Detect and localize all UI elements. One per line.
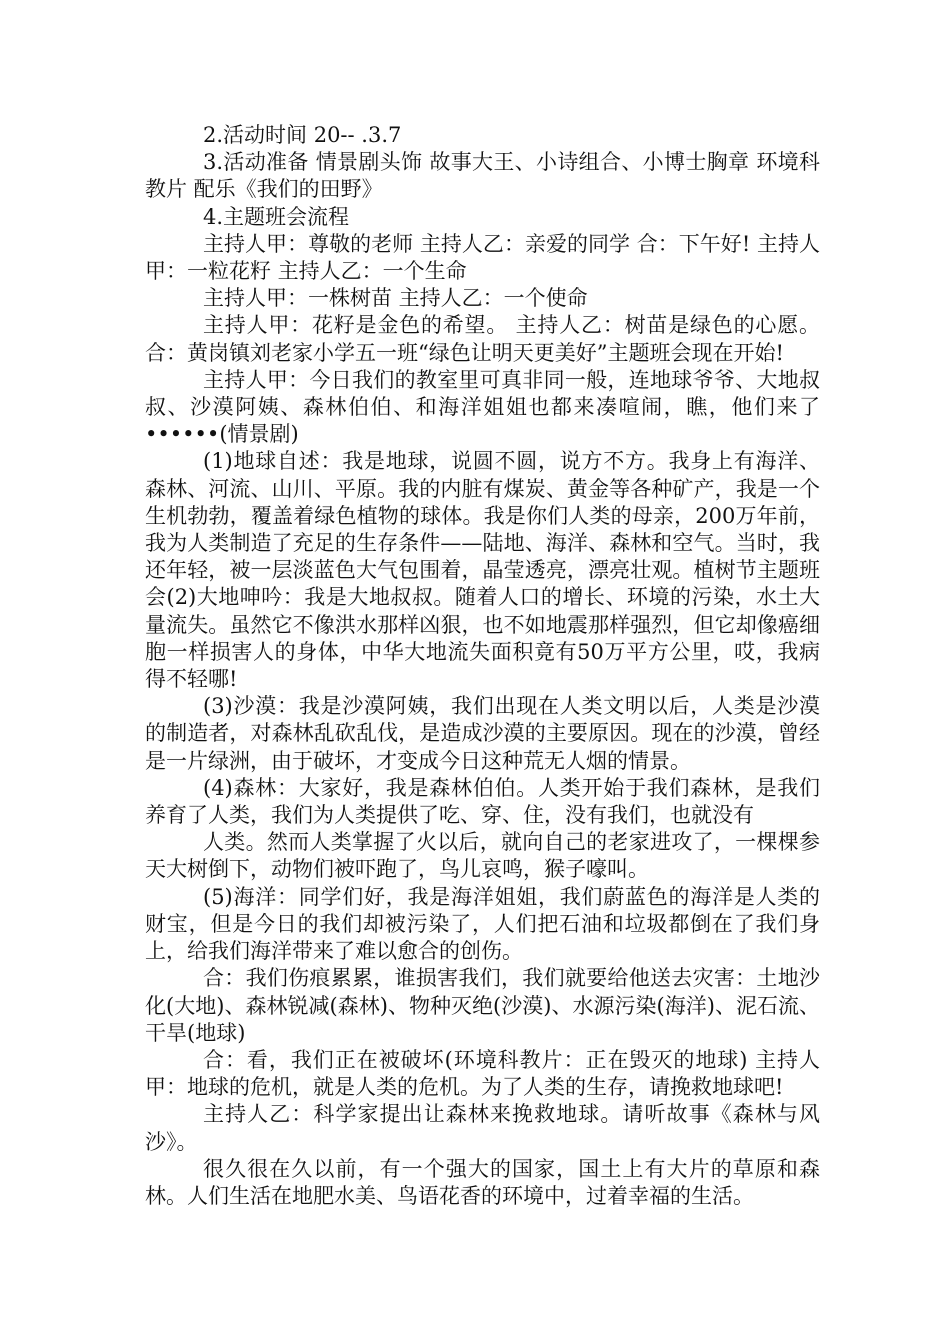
- paragraph-story-intro: 主持人乙：科学家提出让森林来挽救地球。请听故事《森林与风沙》。: [145, 1102, 820, 1154]
- paragraph-desert: (3)沙漠：我是沙漠阿姨，我们出现在人类文明以后，人类是沙漠的制造者，对森林乱砍乱伐，是造成沙漠的主要原因。现在的沙漠，曾经是一片绿洲，由于破坏，才变成今日这种荒无人烟的情景。: [145, 694, 820, 773]
- paragraph-host-intro: 主持人甲：今日我们的教室里可真非同一般，连地球爷爷、大地叔叔、沙漠阿姨、森林伯伯、和海洋姐姐也都来凑喧闹，瞧，他们来了••••••(情景剧): [145, 367, 820, 447]
- paragraph-chorus-look: 合：看，我们正在被破坏(环境科教片：正在毁灭的地球) 主持人甲：地球的危机，就是人类的危机。为了人类的生存，请挽救地球吧!: [145, 1047, 820, 1100]
- paragraph-host-opening: 主持人甲：花籽是金色的希望。 主持人乙：树苗是绿色的心愿。 合：黄岗镇刘老家小学五一班“绿色让明天更美好”主题班会现在开始!: [145, 313, 827, 365]
- paragraph-chorus-harm: 合：我们伤痕累累，谁损害我们，我们就要给他送去灾害：土地沙化(大地)、森林锐减(森林)、物种灭绝(沙漠)、水源污染(海洋)、泥石流、干旱(地球): [145, 966, 820, 1045]
- document-page: [145, 122, 827, 1210]
- paragraph-activity-time: 2.活动时间 20-- .3.7: [203, 123, 402, 147]
- paragraph-story: 很久很在久以前，有一个强大的国家，国土上有大片的草原和森林。人们生活在地肥水美、鸟语花香的环境中，过着幸福的生活。: [145, 1156, 820, 1208]
- paragraph-meeting-flow: 4.主题班会流程: [203, 204, 350, 229]
- paragraph-activity-prep: 3.活动准备 情景剧头饰 故事大王、小诗组合、小博士胸章 环境科教片 配乐《我们的田野》: [145, 150, 820, 202]
- paragraph-earth: (1)地球自述：我是地球，说圆不圆，说方不方。我身上有海洋、森林、河流、山川、平原。我的内脏有煤炭、黄金等各种矿产，我是一个生机勃勃，覆盖着绿色植物的球体。我是你们人类的母亲，200万年前，我为人类制造了充足的生存条件——陆地、海洋、森林和空气。当时，我还年轻，被一层淡蓝色大气包围着，晶莹透亮，漂亮壮观。植树节主题班会(2)大地呻吟：我是大地叔叔。随着人口的增长、环境的污染，水土大量流失。虽然它不像洪水那样凶狠，也不如地震那样强烈，但它却像癌细胞一样损害人的身体，中华大地流失面积竟有50万平方公里，哎，我病得不轻哪!: [145, 449, 820, 692]
- paragraph-host-sapling: 主持人甲：一株树苗 主持人乙：一个使命: [203, 286, 588, 311]
- paragraph-forest: (4)森林：大家好，我是森林伯伯。人类开始于我们森林，是我们养育了人类，我们为人类提供了吃、穿、住，没有我们，也就没有: [145, 775, 820, 828]
- paragraph-ocean: (5)海洋：同学们好，我是海洋姐姐，我们蔚蓝色的海洋是人类的财宝，但是今日的我们却被污染了，人们把石油和垃圾都倒在了我们身上，给我们海洋带来了难以愈合的创伤。: [145, 884, 820, 964]
- paragraph-forest-cont: 人类。然而人类掌握了火以后，就向自己的老家进攻了，一棵棵参天大树倒下，动物们被吓跑了，鸟儿哀鸣，猴子嚎叫。: [145, 830, 820, 882]
- paragraph-host-greeting: 主持人甲：尊敬的老师 主持人乙：亲爱的同学 合：下午好! 主持人甲：一粒花籽 主持人乙：一个生命: [145, 231, 820, 284]
